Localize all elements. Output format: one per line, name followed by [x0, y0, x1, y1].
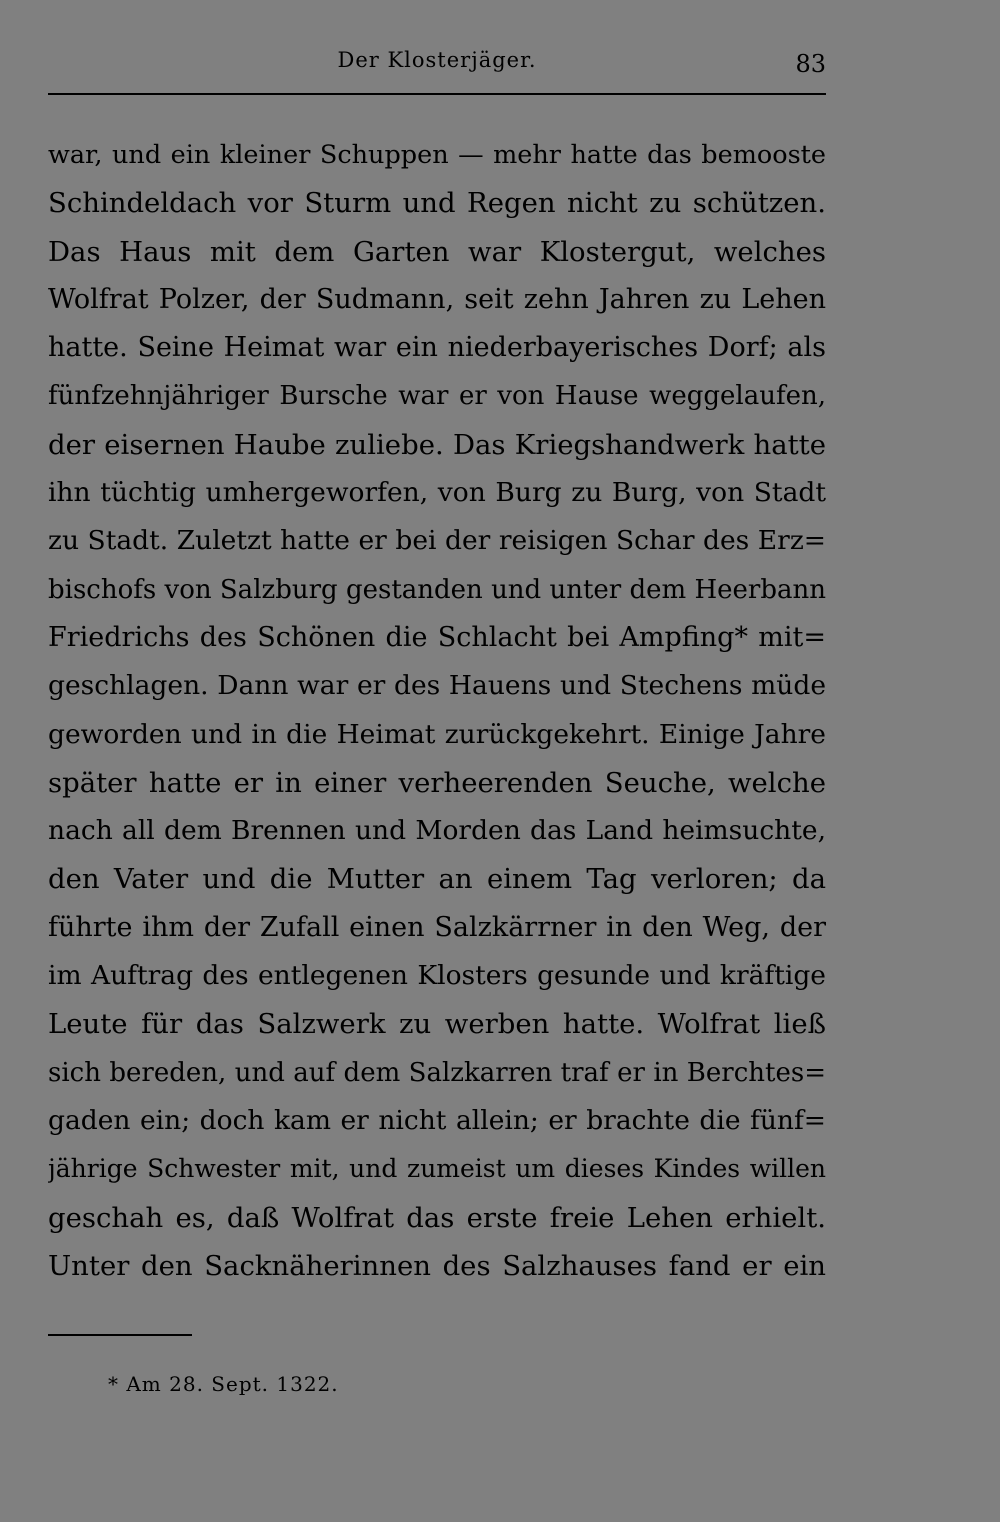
text-line: führte ihm der Zufall einen Salzkärrner in den Weg, der: [48, 911, 826, 943]
text-line: geschlagen. Dann war er des Hauens und Stechens müde: [48, 670, 826, 702]
footnote-rule: [48, 1334, 192, 1336]
text-line: später hatte er in einer verheerenden Seuche, welche: [48, 766, 826, 799]
text-line: Unter den Sacknäherinnen des Salzhauses fand er ein: [48, 1249, 826, 1282]
page-number: 83: [795, 50, 826, 78]
text-line: bischofs von Salzburg gestanden und unter dem Heerbann: [48, 574, 826, 605]
text-line: zu Stadt. Zuletzt hatte er bei der reisigen Schar des Erz=: [48, 525, 826, 557]
text-line: hatte. Seine Heimat war ein niederbayerisches Dorf; als: [48, 332, 826, 364]
text-line: geschah es, daß Wolfrat das erste freie Lehen erhielt.: [48, 1201, 826, 1234]
text-line: geworden und in die Heimat zurückgekehrt. Einige Jahre: [48, 718, 826, 750]
text-line: Friedrichs des Schönen die Schlacht bei Ampfing* mit=: [48, 621, 826, 653]
text-line: Leute für das Salzwerk zu werben hatte. Wolfrat ließ: [48, 1008, 826, 1041]
text-line: im Auftrag des entlegenen Klosters gesunde und kräftige: [48, 960, 826, 992]
header-rule: [48, 93, 826, 95]
footnote: * Am 28. Sept. 1322.: [108, 1372, 339, 1396]
text-line: jährige Schwester mit, und zumeist um dieses Kindes willen: [48, 1154, 826, 1184]
text-line: ihn tüchtig umhergeworfen, von Burg zu Burg, von Stadt: [48, 477, 826, 509]
running-head: [48, 44, 826, 78]
text-line: fünfzehnjähriger Bursche war er von Hause weggelaufen,: [48, 381, 826, 412]
text-line: sich bereden, und auf dem Salzkarren traf er in Berchtes=: [48, 1057, 826, 1088]
text-line: Schindeldach vor Sturm und Regen nicht zu schützen.: [48, 187, 826, 220]
text-line: gaden ein; doch kam er nicht allein; er brachte die fünf=: [48, 1104, 826, 1136]
running-title: Der Klosterjäger.: [337, 48, 537, 72]
text-line: Wolfrat Polzer, der Sudmann, seit zehn Jahren zu Lehen: [48, 283, 826, 315]
body-text: [48, 131, 826, 1290]
text-line: den Vater und die Mutter an einem Tag verloren; da: [48, 863, 826, 896]
text-line: war, und ein kleiner Schuppen — mehr hatte das bemooste: [48, 140, 826, 170]
text-line: Das Haus mit dem Garten war Klostergut, welches: [48, 235, 826, 268]
text-line: nach all dem Brennen und Morden das Land heimsuchte,: [48, 815, 826, 847]
text-line: der eisernen Haube zuliebe. Das Kriegshandwerk hatte: [48, 428, 826, 461]
